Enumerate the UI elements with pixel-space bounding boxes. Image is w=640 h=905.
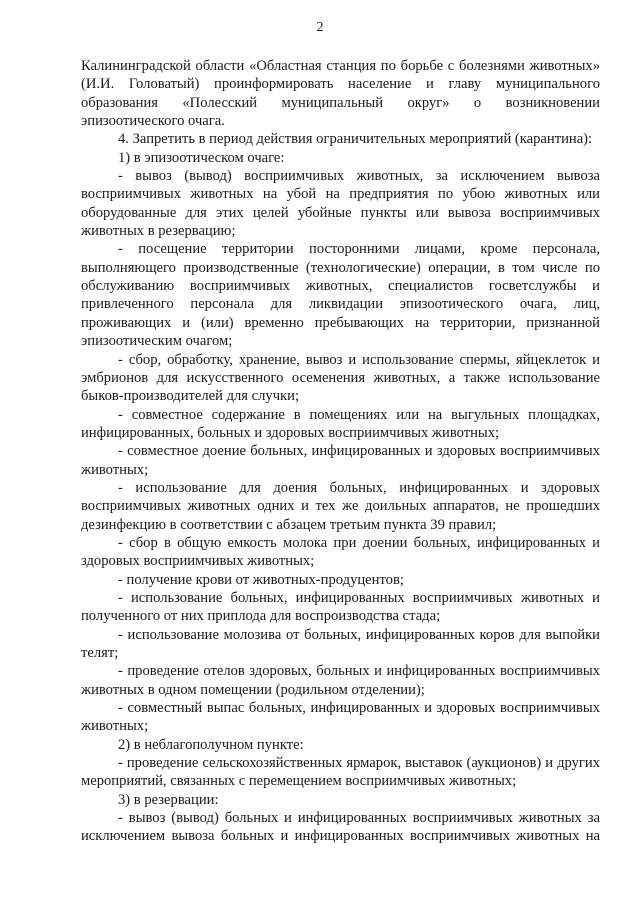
- paragraph: - вывоз (вывод) восприимчивых животных, за исключением вывоза восприимчивых животных на убой на предприятия по убою животных или оборудованные для этих целей убойные пункты или вывоза восприимчивых животных в резервацию;: [81, 168, 600, 240]
- paragraph: - вывоз (вывод) больных и инфицированных восприимчивых животных за исключением вывоза больных и инфицированных восприимчивых животных на: [81, 810, 600, 845]
- paragraph: - сбор в общую емкость молока при доении больных, инфицированных и здоровых восприимчивых животных;: [81, 534, 600, 570]
- paragraph: 4. Запретить в период действия ограничительных мероприятий (карантина):: [118, 131, 593, 148]
- paragraph: - проведение сельскохозяйственных ярмарок, выставок (аукционов) и других мероприятий, связанных с перемещением восприимчивых животных;: [81, 755, 600, 790]
- document-body: [81, 57, 600, 846]
- paragraph: - совместный выпас больных, инфицированных и здоровых восприимчивых животных;: [81, 700, 600, 735]
- paragraph: - проведение отелов здоровых, больных и инфицированных восприимчивых животных в одном помещении (родильном отделении);: [81, 663, 600, 698]
- paragraph: - получение крови от животных-продуцентов;: [118, 571, 404, 588]
- paragraph: - посещение территории посторонними лицами, кроме персонала, выполняющего производственные (технологические) операции, в том числе по обслуживанию восприимчивых животных, специалистов госветслужбы и привлеченного персонала для ликвидации эпизоотического очага, лиц, проживающих и (или) временно пребывающих на территории, признанной эпизоотическим очагом;: [81, 241, 600, 350]
- paragraph: - совместное содержание в помещениях или на выгульных площадках, инфицированных, больных и здоровых восприимчивых животных;: [81, 406, 600, 441]
- page-number: 2: [316, 20, 324, 35]
- paragraph: - сбор, обработку, хранение, вывоз и использование спермы, яйцеклеток и эмбрионов для искусственного осеменения животных, а также использование быков-производителей для случки;: [81, 351, 600, 405]
- paragraph: 1) в эпизоотическом очаге:: [118, 149, 285, 166]
- paragraph: - использование для доения больных, инфицированных и здоровых восприимчивых животных одних и тех же доильных аппаратов, не прошедших дезинфекцию в соответствии с абзацем третьим пункта 39 правил;: [81, 479, 600, 533]
- paragraph: Калининградской области «Областная станция по борьбе с болезнями животных» (И.И. Головатый) проинформировать население и главу муниципального образования «Полесский муниципальный округ» о возникновении эпизоотического очага.: [81, 58, 600, 130]
- paragraph: - совместное доение больных, инфицированных и здоровых восприимчивых животных;: [81, 443, 600, 478]
- paragraph: 2) в неблагополучном пункте:: [118, 736, 304, 753]
- paragraph: 3) в резервации:: [118, 791, 219, 808]
- paragraph: - использование больных, инфицированных восприимчивых животных и полученного от них приплода для воспроизводства стада;: [81, 589, 600, 625]
- paragraph: - использование молозива от больных, инфицированных коров для выпойки телят;: [81, 626, 600, 661]
